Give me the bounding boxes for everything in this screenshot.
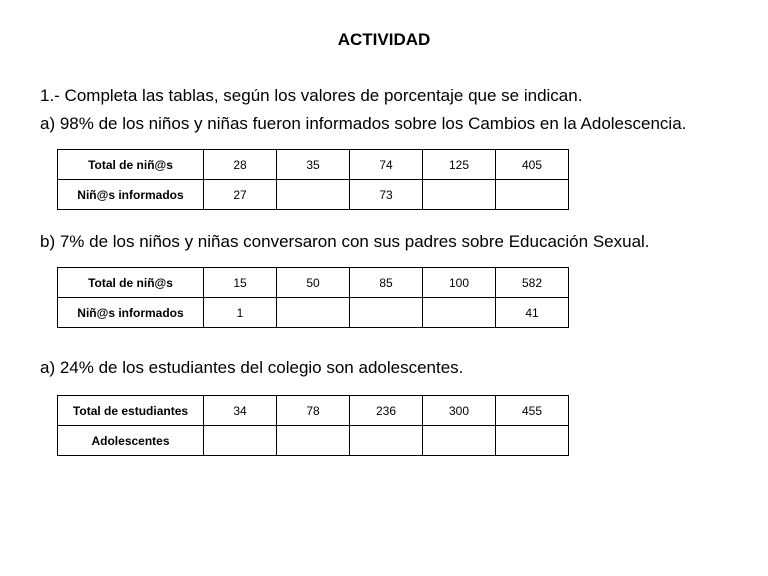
table-cell: 50 <box>277 268 350 298</box>
table-cell: 78 <box>277 396 350 426</box>
table-cell: 27 <box>204 180 277 210</box>
table-cell <box>277 426 350 456</box>
table-cell <box>204 426 277 456</box>
table-row <box>58 268 569 298</box>
row-label: Niñ@s informados <box>58 298 204 328</box>
table-cell: 41 <box>496 298 569 328</box>
table-row <box>58 298 569 328</box>
table-cell: 300 <box>423 396 496 426</box>
table-cell <box>277 180 350 210</box>
row-label: Total de estudiantes <box>58 396 204 426</box>
table-cell: 74 <box>350 150 423 180</box>
row-label: Adolescentes <box>58 426 204 456</box>
table-row <box>58 180 569 210</box>
table-cell: 73 <box>350 180 423 210</box>
table-section-c <box>57 395 569 456</box>
table-cell: 405 <box>496 150 569 180</box>
table-cell: 85 <box>350 268 423 298</box>
table-cell: 1 <box>204 298 277 328</box>
table-cell <box>423 426 496 456</box>
table-cell <box>350 426 423 456</box>
row-label: Total de niñ@s <box>58 150 204 180</box>
table-cell: 455 <box>496 396 569 426</box>
table-cell <box>496 180 569 210</box>
section-c-prompt: a) 24% de los estudiantes del colegio son adolescentes. <box>40 358 464 377</box>
section-a-prompt: a) 98% de los niños y niñas fueron informados sobre los Cambios en la Adolescencia. <box>40 114 687 133</box>
row-label: Total de niñ@s <box>58 268 204 298</box>
row-label: Niñ@s informados <box>58 180 204 210</box>
section-b-prompt: b) 7% de los niños y niñas conversaron con sus padres sobre Educación Sexual. <box>40 232 650 251</box>
table-row <box>58 150 569 180</box>
table-section-b <box>57 267 569 328</box>
table-row <box>58 396 569 426</box>
table-cell <box>277 298 350 328</box>
page-title: ACTIVIDAD <box>337 30 431 49</box>
table-row <box>58 426 569 456</box>
table-cell <box>423 298 496 328</box>
table-cell <box>496 426 569 456</box>
table-cell <box>350 298 423 328</box>
table-cell: 582 <box>496 268 569 298</box>
table-cell: 35 <box>277 150 350 180</box>
table-cell: 236 <box>350 396 423 426</box>
table-cell <box>423 180 496 210</box>
table-section-a <box>57 149 569 210</box>
table-cell: 34 <box>204 396 277 426</box>
table-cell: 28 <box>204 150 277 180</box>
table-cell: 100 <box>423 268 496 298</box>
table-cell: 15 <box>204 268 277 298</box>
instruction-text: 1.- Completa las tablas, según los valores de porcentaje que se indican. <box>40 86 583 105</box>
table-cell: 125 <box>423 150 496 180</box>
